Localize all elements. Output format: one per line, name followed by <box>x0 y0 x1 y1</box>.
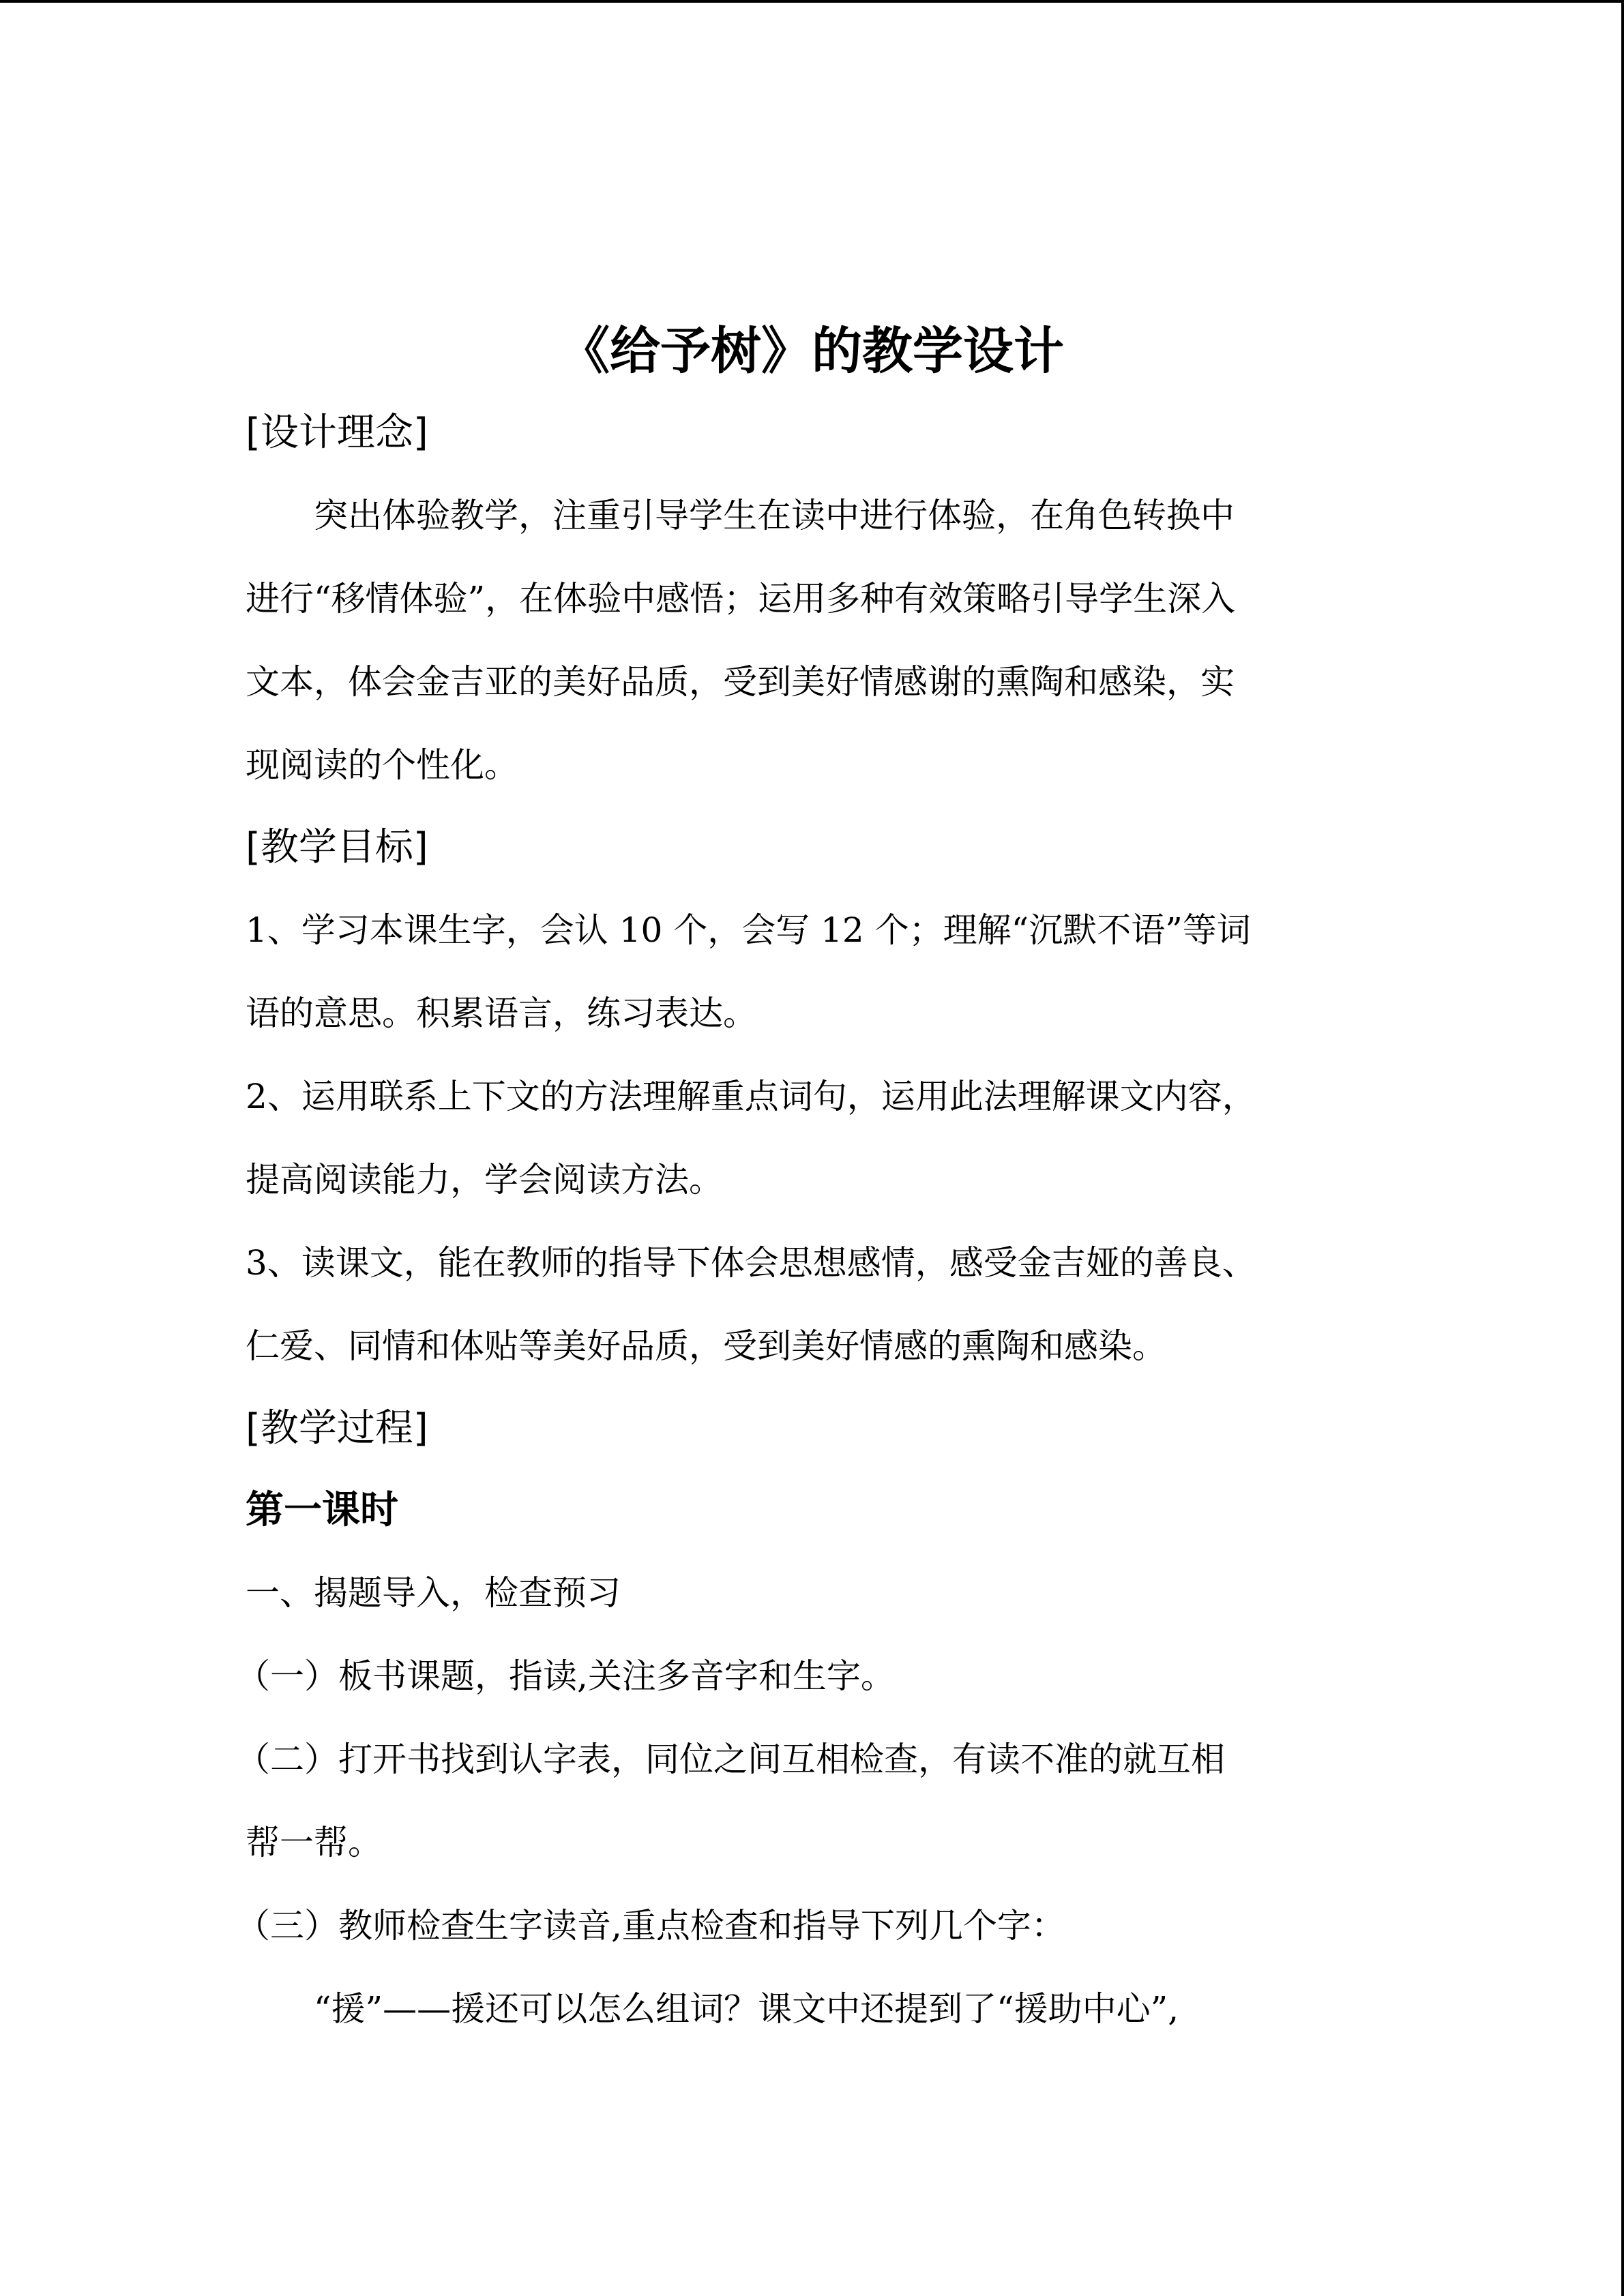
text-line: （三）教师检查生字读音,重点检查和指导下列几个字： <box>236 1906 1065 1945</box>
text-line: “援”——援还可以怎么组词？课文中还提到了“援助中心”, <box>314 1989 1179 2029</box>
lesson-heading: 第一课时 <box>246 1488 398 1532</box>
text-line: 2、运用联系上下文的方法理解重点词句，运用此法理解课文内容， <box>246 1077 1256 1116</box>
text-line: 1、学习本课生字，会认 10 个，会写 12 个；理解“沉默不语”等词 <box>246 910 1251 950</box>
text-line: 提高阅读能力，学会阅读方法。 <box>246 1160 723 1199</box>
section-heading-process: [教学过程] <box>246 1406 428 1450</box>
text-line: 现阅读的个性化。 <box>246 745 518 785</box>
goals-list <box>246 889 1378 1388</box>
section-heading-concept: [设计理念] <box>246 411 428 455</box>
text-line: 文本，体会金吉亚的美好品质，受到美好情感谢的熏陶和感染，实 <box>246 662 1235 702</box>
text-line: （二）打开书找到认字表，同位之间互相检查，有读不准的就互相 <box>236 1740 1225 1779</box>
text-line: 帮一帮。 <box>246 1823 382 1862</box>
process-items <box>236 1635 1378 2051</box>
step-heading: 一、揭题导入，检查预习 <box>246 1573 621 1613</box>
text-line: 语的意思。积累语言，练习表达。 <box>246 994 757 1033</box>
document-title: 《给予树》的教学设计 <box>559 322 1064 381</box>
page-border-top <box>0 0 1624 3</box>
text-line: 进行“移情体验”，在体验中感悟；运用多种有效策略引导学生深入 <box>246 579 1236 618</box>
text-line: 突出体验教学，注重引导学生在读中进行体验，在角色转换中 <box>314 496 1235 535</box>
text-line: 3、读课文，能在教师的指导下体会思想感情，感受金吉娅的善良、 <box>246 1243 1256 1283</box>
page-border-right <box>1621 0 1624 2296</box>
concept-paragraph <box>246 474 1378 807</box>
document-body <box>236 310 1378 2051</box>
section-heading-goals: [教学目标] <box>246 825 428 869</box>
text-line: （一）板书课题，指读,关注多音字和生字。 <box>236 1656 895 1696</box>
text-line: 仁爱、同情和体贴等美好品质，受到美好情感的熏陶和感染。 <box>246 1326 1166 1366</box>
